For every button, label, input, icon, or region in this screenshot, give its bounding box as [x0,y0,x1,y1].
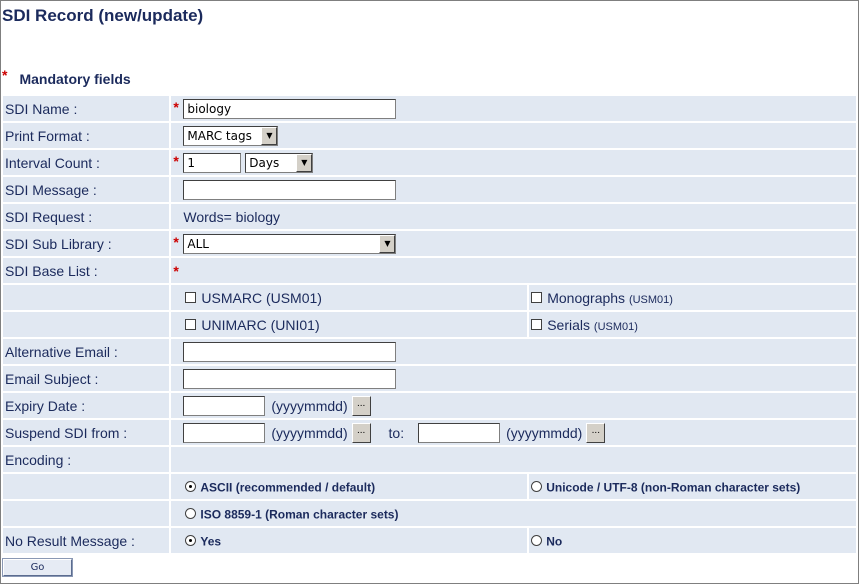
encoding-unicode-radio[interactable] [531,481,542,492]
suspend-from-input[interactable] [183,423,265,443]
sdi-form-table [1,94,858,555]
sdi-name-input[interactable] [183,99,396,119]
email-subject-input[interactable] [183,369,396,389]
monographs-checkbox[interactable] [531,292,542,303]
row-print-format [3,123,856,148]
required-star: * [173,152,179,169]
go-button[interactable]: Go [3,559,72,576]
sdi-sub-library-select[interactable] [183,234,396,254]
encoding-iso-label: ISO 8859-1 (Roman character sets) [200,507,399,522]
mandatory-note-text: Mandatory fields [19,71,131,87]
row-no-result-message [3,528,856,553]
interval-count-label: Interval Count : [3,150,169,175]
no-result-yes-label: Yes [200,534,222,549]
row-sdi-sub-library [3,231,856,256]
row-interval-count [3,150,856,175]
encoding-iso-radio[interactable] [185,508,196,519]
suspend-from-calendar-button[interactable]: ... [352,423,371,443]
suspend-to-label: to: [388,424,405,441]
sdi-message-label: SDI Message : [3,177,169,202]
encoding-ascii-label: ASCII (recommended / default) [200,480,376,495]
no-result-no-radio[interactable] [531,535,542,546]
chevron-down-icon: ▼ [296,154,312,172]
no-result-no-label: No [546,534,563,549]
row-sdi-message [3,177,856,202]
print-format-select[interactable] [183,126,278,146]
expiry-date-label: Expiry Date : [3,393,169,418]
suspend-to-hint: (yyyymmdd) [506,424,583,441]
encoding-unicode-label: Unicode / UTF-8 (non-Roman character sets) [546,480,801,495]
row-encoding-options-1 [3,474,856,499]
interval-unit-value: Days [249,155,280,170]
row-alternative-email [3,339,856,364]
chevron-down-icon: ▼ [379,235,395,253]
monographs-label: Monographs [547,289,626,306]
page-title: SDI Record (new/update) [2,6,204,25]
expiry-calendar-button[interactable]: ... [352,396,371,416]
interval-count-input[interactable] [183,153,241,173]
row-sdi-name [3,96,856,121]
unimarc-label: UNIMARC (UNI01) [201,316,320,333]
suspend-from-hint: (yyyymmdd) [271,424,348,441]
no-result-yes-radio[interactable] [185,535,196,546]
expiry-date-hint: (yyyymmdd) [271,397,348,414]
unimarc-checkbox[interactable] [185,319,196,330]
sdi-base-list-label: SDI Base List : [3,258,169,283]
row-encoding [3,447,856,472]
print-format-value: MARC tags [187,128,252,143]
serials-label: Serials [547,316,591,333]
monographs-code: (USM01) [628,293,673,306]
row-sdi-base-list [3,258,856,283]
encoding-label: Encoding : [3,447,169,472]
serials-checkbox[interactable] [531,319,542,330]
usmarc-checkbox[interactable] [185,292,196,303]
chevron-down-icon: ▼ [261,127,277,145]
email-subject-label: Email Subject : [3,366,169,391]
encoding-ascii-radio[interactable] [185,481,196,492]
usmarc-label: USMARC (USM01) [201,289,322,306]
sdi-sub-library-value: ALL [187,236,209,251]
row-expiry-date [3,393,856,418]
sdi-message-input[interactable] [183,180,396,200]
expiry-date-input[interactable] [183,396,265,416]
sdi-name-label: SDI Name : [3,96,169,121]
suspend-sdi-label: Suspend SDI from : [3,420,169,445]
interval-unit-select[interactable] [245,153,313,173]
suspend-to-calendar-button[interactable]: ... [586,423,605,443]
sdi-sub-library-label: SDI Sub Library : [3,231,169,256]
row-email-subject [3,366,856,391]
required-star: * [173,262,179,279]
print-format-label: Print Format : [3,123,169,148]
alternative-email-input[interactable] [183,342,396,362]
no-result-message-label: No Result Message : [3,528,169,553]
row-sdi-request [3,204,856,229]
required-star: * [2,67,8,83]
alternative-email-label: Alternative Email : [3,339,169,364]
row-suspend-sdi [3,420,856,445]
required-star: * [173,233,179,250]
row-base-1 [3,285,856,310]
row-base-2 [3,312,856,337]
sdi-request-value: Words= biology [183,208,281,225]
row-encoding-options-2 [3,501,856,526]
serials-code: (USM01) [593,320,638,333]
mandatory-note [2,67,131,87]
required-star: * [173,98,179,115]
suspend-to-input[interactable] [418,423,500,443]
sdi-request-label: SDI Request : [3,204,169,229]
